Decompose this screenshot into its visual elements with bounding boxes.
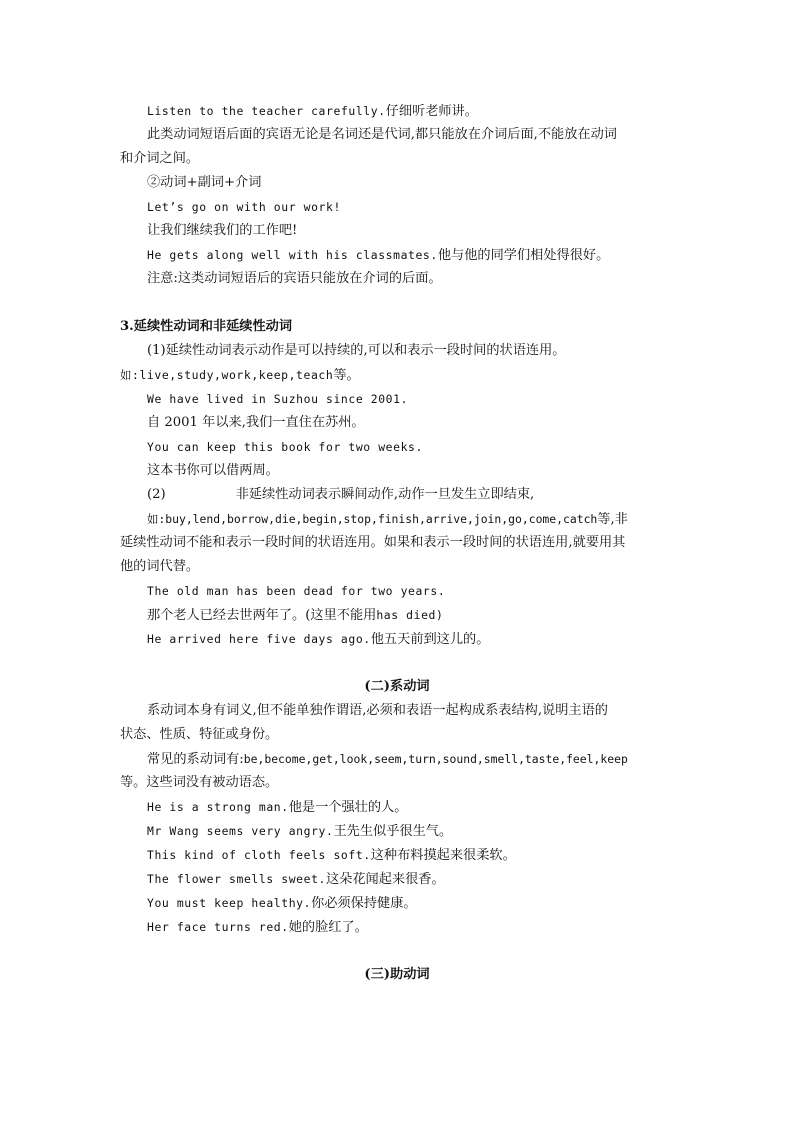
text-line: Let’s go on with our work! [147, 200, 341, 214]
text-line: 如:live,study,work,keep,teach等。 [120, 368, 360, 383]
text-line: 让我们继续我们的工作吧! [147, 223, 298, 238]
text-line: We have lived in Suzhou since 2001. [147, 392, 409, 406]
text-line: ②动词+副词+介词 [147, 175, 262, 190]
section-heading: (二)系动词 [364, 679, 430, 694]
text-line: He gets along well with his classmates.他与他的同学们相处得很好。 [147, 248, 610, 263]
text-line: Mr Wang seems very angry.王先生似乎很生气。 [147, 824, 453, 839]
section-heading: (三)助动词 [364, 967, 430, 982]
text-line: 这本书你可以借两周。 [147, 463, 279, 478]
text-line: 自 2001 年以来,我们一直住在苏州。 [147, 415, 365, 430]
text-line: 那个老人已经去世两年了。(这里不能用has died) [147, 608, 444, 623]
text-line: 此类动词短语后面的宾语无论是名词还是代词,都只能放在介词后面,不能放在动词 [147, 127, 617, 142]
text-line: (1)延续性动词表示动作是可以持续的,可以和表示一段时间的状语连用。 [147, 343, 566, 358]
text-line: He is a strong man.他是一个强壮的人。 [147, 800, 408, 815]
text-line: You must keep healthy.你必须保持健康。 [147, 896, 417, 911]
text-line: The flower smells sweet.这朵花闻起来很香。 [147, 872, 445, 887]
text-line: This kind of cloth feels soft.这种布料摸起来很柔软。 [147, 848, 516, 863]
text-line: 状态、性质、特征或身份。 [120, 727, 279, 742]
text-line: 注意:这类动词短语后的宾语只能放在介词的后面。 [147, 271, 442, 286]
text-line: The old man has been dead for two years. [147, 584, 446, 598]
section-heading: 3.延续性动词和非延续性动词 [120, 319, 293, 334]
text-line: (2) 非延续性动词表示瞬间动作,动作一旦发生立即结束, [147, 487, 535, 502]
text-line: 和介词之间。 [120, 151, 200, 166]
text-line: 如:buy,lend,borrow,die,begin,stop,finish,arrive,join,go,come,catch等,非 [147, 512, 628, 527]
text-line: Listen to the teacher carefully.仔细听老师讲。 [147, 104, 478, 119]
text-line: 常见的系动词有:be,become,get,look,seem,turn,sound,smell,taste,feel,keep [147, 752, 628, 767]
text-line: Her face turns red.她的脸红了。 [147, 920, 368, 935]
text-line: You can keep this book for two weeks. [147, 440, 423, 454]
text-line: 等。这些词没有被动语态。 [120, 775, 279, 790]
text-line: He arrived here five days ago.他五天前到这儿的。 [147, 632, 490, 647]
text-line: 系动词本身有词义,但不能单独作谓语,必须和表语一起构成系表结构,说明主语的 [147, 703, 608, 718]
text-line: 他的词代替。 [120, 559, 200, 574]
text-line: 延续性动词不能和表示一段时间的状语连用。如果和表示一段时间的状语连用,就要用其 [120, 535, 626, 550]
